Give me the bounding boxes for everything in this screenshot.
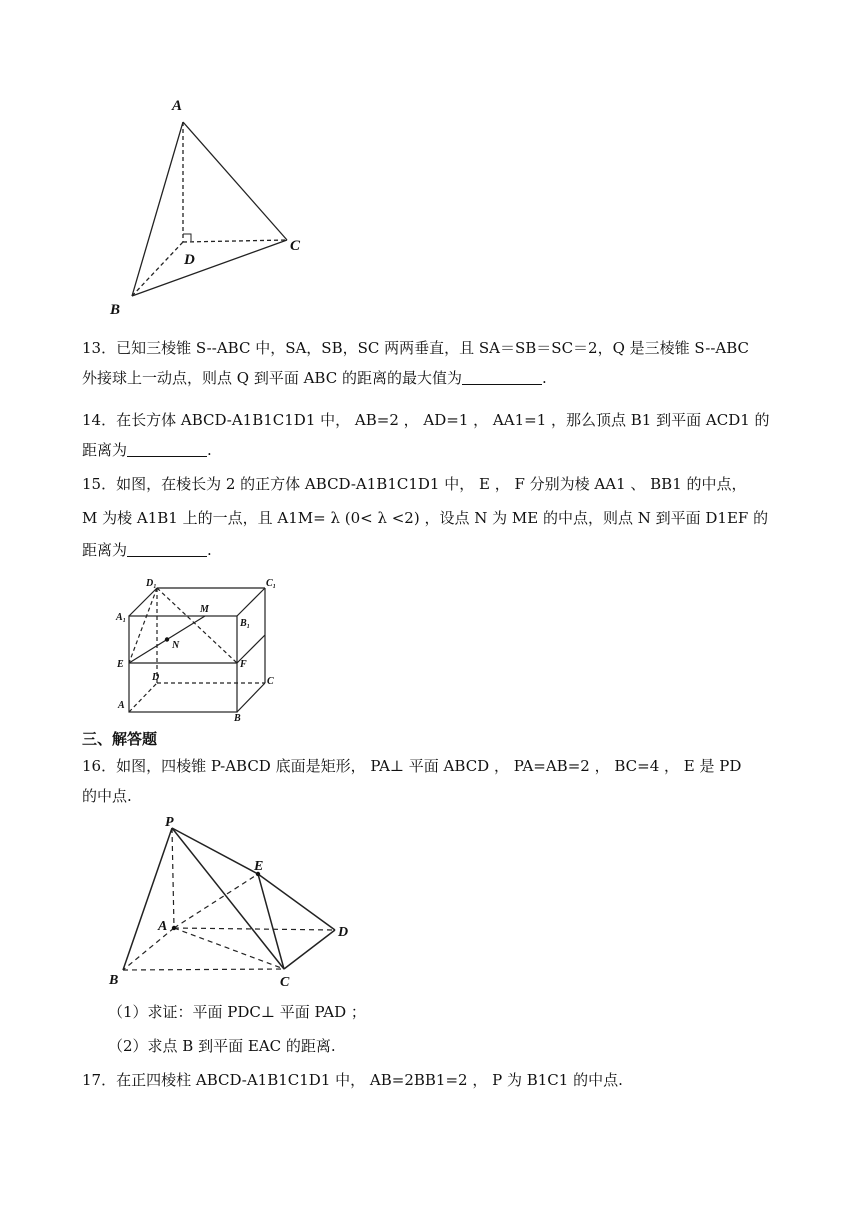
edge-ED [258,874,335,930]
answer-blank-14 [127,442,207,457]
q13-line1: 13．已知三棱锥 S--ABC 中，SA，SB，SC 两两垂直，且 SA＝SB＝SC＝2，Q 是三棱锥 S--ABC [82,339,750,357]
label-C: C [280,975,290,988]
label-C: C [267,676,274,687]
right-angle-mark [183,234,191,241]
q16-line2: 的中点. [82,787,132,805]
edge-PB [123,828,172,970]
segment-D1F [157,588,237,663]
answer-blank-15 [127,542,207,557]
cube-figure [110,576,280,722]
label-D1: D₁ [146,578,157,589]
edge-DC [183,240,287,242]
point-N [165,637,169,641]
answer-blank-13 [462,370,542,385]
label-E: E [117,659,124,670]
q15-tail: . [207,541,212,559]
label-D: D [338,925,349,940]
q17-line1: 17．在正四棱柱 ABCD-A1B1C1D1 中， AB=2BB1=2 ， P 为 B1C1 的中点. [82,1071,623,1089]
cube-front-face [129,616,237,712]
q13-tail: . [541,369,547,387]
label-A: A [158,919,168,934]
label-D: D [152,672,160,683]
edge-BC [132,240,287,296]
q14-line1: 14．在长方体 ABCD-A1B1C1D1 中， AB=2 ， AD=1 ， AA1=1 ，那么顶点 B1 到平面 ACD1 的 [82,411,770,429]
q14-line2 [82,440,212,460]
pyramid-figure [100,812,360,988]
q15-line3 [82,540,212,560]
label-D: D [184,252,195,268]
label-C1: C₁ [266,578,277,589]
segment-D1E [129,588,157,663]
q14-text: 距离为 [82,441,128,459]
q16-part2: （2）求点 B 到平面 EAC 的距离. [108,1037,336,1055]
label-B1: B₁ [240,618,251,629]
q15-text: 距离为 [82,541,128,559]
edge-CD [284,930,335,969]
section-heading-3: 三、解答题 [82,730,158,748]
label-P: P [165,815,174,830]
edge-BC [123,969,284,970]
q16-line1: 16．如图，四棱锥 P-ABCD 底面是矩形， PA⊥ 平面 ABCD ， PA=AB=2 ， BC=4 ， E 是 PD [82,757,742,775]
q15-line2: M 为棱 A1B1 上的一点，且 A1M= λ (0< λ <2) ，设点 N 为 ME 的中点，则点 N 到平面 D1EF 的 [82,509,769,527]
label-C: C [290,238,301,254]
label-F: F [240,659,247,670]
label-M: M [200,604,209,615]
label-A: A [172,98,183,114]
point-A [172,926,176,930]
label-B: B [109,973,119,988]
edge-AD [174,928,335,930]
label-A: A [118,700,125,711]
edge-PE [172,828,258,874]
edge-EC [258,874,284,969]
label-B: B [234,713,241,722]
q16-part1: （1）求证：平面 PDC⊥ 平面 PAD ； [108,1003,366,1021]
q13-line2 [82,368,547,388]
q13-text: 外接球上一动点，则点 Q 到平面 ABC 的距离的最大值为 [82,369,462,387]
label-B: B [110,302,121,318]
q15-line1: 15．如图，在棱长为 2 的正方体 ABCD-A1B1C1D1 中， E ， F 分别为棱 AA1 、 BB1 的中点， [82,475,747,493]
label-A1: A₁ [116,612,127,623]
label-E: E [254,859,264,874]
edge-PA [172,828,174,928]
tetrahedron-figure [100,90,320,330]
q14-tail: . [207,441,212,459]
edge-AC [183,122,287,240]
label-N: N [172,640,180,651]
